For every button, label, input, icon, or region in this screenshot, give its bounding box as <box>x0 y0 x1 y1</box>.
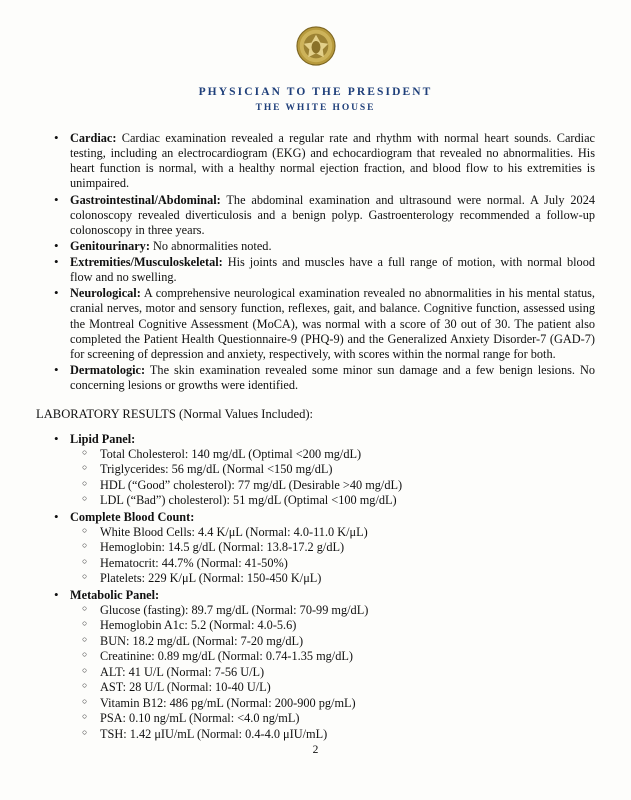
finding-term: Neurological: <box>70 286 141 301</box>
finding-text: The abdominal examination and ultrasound were normal. A July 2024 colonoscopy revealed diverticulosis and a benign polyp. Gastroenterology recommended a follow-up colonoscopy in three years. <box>70 192 595 237</box>
lab-item: ○ Triglycerides: 56 mg/dL (Normal <150 mg/dL) <box>70 462 595 477</box>
lab-group <box>36 510 595 587</box>
lab-results-heading: LABORATORY RESULTS (Normal Values Included): <box>36 407 314 422</box>
lab-item: ○ Vitamin B12: 486 pg/mL (Normal: 200-900 pg/mL) <box>70 696 595 711</box>
finding-term: Extremities/Musculoskeletal: <box>70 255 223 269</box>
lab-item: ○ PSA: 0.10 ng/mL (Normal: <4.0 ng/mL) <box>70 711 595 726</box>
finding-text: His joints and muscles have a full range of motion, with normal blood flow and no swelling. <box>70 255 595 285</box>
finding-item <box>36 363 595 393</box>
lab-group-items <box>70 447 595 509</box>
lab-item: ○ Hemoglobin A1c: 5.2 (Normal: 4.0-5.6) <box>70 618 595 633</box>
letterhead <box>0 0 631 113</box>
lab-item: ○ Hematocrit: 44.7% (Normal: 41-50%) <box>70 556 595 571</box>
lab-group-title: Metabolic Panel: <box>70 587 160 602</box>
finding-item <box>36 193 595 238</box>
lab-item: ○ Creatinine: 0.89 mg/dL (Normal: 0.74-1.35 mg/dL) <box>70 649 595 664</box>
lab-item: ○ Total Cholesterol: 140 mg/dL (Optimal <200 mg/dL) <box>70 447 595 462</box>
lab-item: ○ Platelets: 229 K/μL (Normal: 150-450 K/μL) <box>70 571 595 586</box>
finding-text: Cardiac examination revealed a regular rate and rhythm with normal heart sounds. Cardiac testing, including an electrocardiogram (EKG) and echocardiogram that revealed no abnormalities. His heart function is normal, with a healthy normal ejection fraction, and blood flow to his extremities is unimpaired. <box>70 131 595 191</box>
lab-item: ○ AST: 28 U/L (Normal: 10-40 U/L) <box>70 680 595 695</box>
lab-item: ○ BUN: 18.2 mg/dL (Normal: 7-20 mg/dL) <box>70 634 595 649</box>
lab-item: ○ ALT: 41 U/L (Normal: 7-56 U/L) <box>70 665 595 680</box>
lab-item: ○ LDL (“Bad”) cholesterol): 51 mg/dL (Optimal <100 mg/dL) <box>70 493 595 508</box>
document-body <box>36 131 595 742</box>
lab-group-items <box>70 603 595 742</box>
lab-item: ○ Hemoglobin: 14.5 g/dL (Normal: 13.8-17.2 g/dL) <box>70 540 595 555</box>
lab-item: ○ Glucose (fasting): 89.7 mg/dL (Normal: 70-99 mg/dL) <box>70 603 595 618</box>
findings-list <box>36 131 595 393</box>
lab-group-title: Complete Blood Count: <box>70 509 195 524</box>
lab-group-title: Lipid Panel: <box>70 431 136 446</box>
finding-text: No abnormalities noted. <box>149 238 272 253</box>
finding-item <box>36 286 595 362</box>
page-number: 2 <box>312 744 319 756</box>
finding-item <box>36 131 595 192</box>
finding-term: Dermatologic: <box>70 362 146 377</box>
letterhead-title: PHYSICIAN TO THE PRESIDENT <box>198 86 433 98</box>
letterhead-subtitle: THE WHITE HOUSE <box>255 103 376 113</box>
finding-term: Genitourinary: <box>70 238 150 253</box>
finding-item <box>36 255 595 285</box>
lab-group <box>36 588 595 742</box>
lab-item: ○ White Blood Cells: 4.4 K/μL (Normal: 4.0-11.0 K/μL) <box>70 525 595 540</box>
lab-group <box>36 432 595 509</box>
finding-text: The skin examination revealed some minor sun damage and a few benign lesions. No concerning lesions or growths were identified. <box>70 362 595 392</box>
presidential-seal-icon <box>288 18 344 74</box>
lab-item: ○ TSH: 1.42 μIU/mL (Normal: 0.4-4.0 μIU/mL) <box>70 727 595 742</box>
lab-item: ○ HDL (“Good” cholesterol): 77 mg/dL (Desirable >40 mg/dL) <box>70 478 595 493</box>
finding-item <box>36 239 595 254</box>
finding-term: Cardiac: <box>70 131 117 145</box>
lab-groups-list <box>36 432 595 743</box>
lab-group-items <box>70 525 595 587</box>
finding-term: Gastrointestinal/Abdominal: <box>70 192 221 207</box>
finding-text: A comprehensive neurological examination revealed no abnormalities in his mental status, cranial nerves, motor and sensory function, reflexes, gait, and balance. Cognitive function, assessed using the Montreal Cognitive Assessment (MoCA), was normal with a score of 30 out of 30. The patient also completed the Patient Health Questionnaire-9 (PHQ-9) and the Generalized Anxiety Disorder-7 (GAD-7) for screening of depression and anxiety, respectively, with scores within the normal range for both. <box>70 286 595 361</box>
